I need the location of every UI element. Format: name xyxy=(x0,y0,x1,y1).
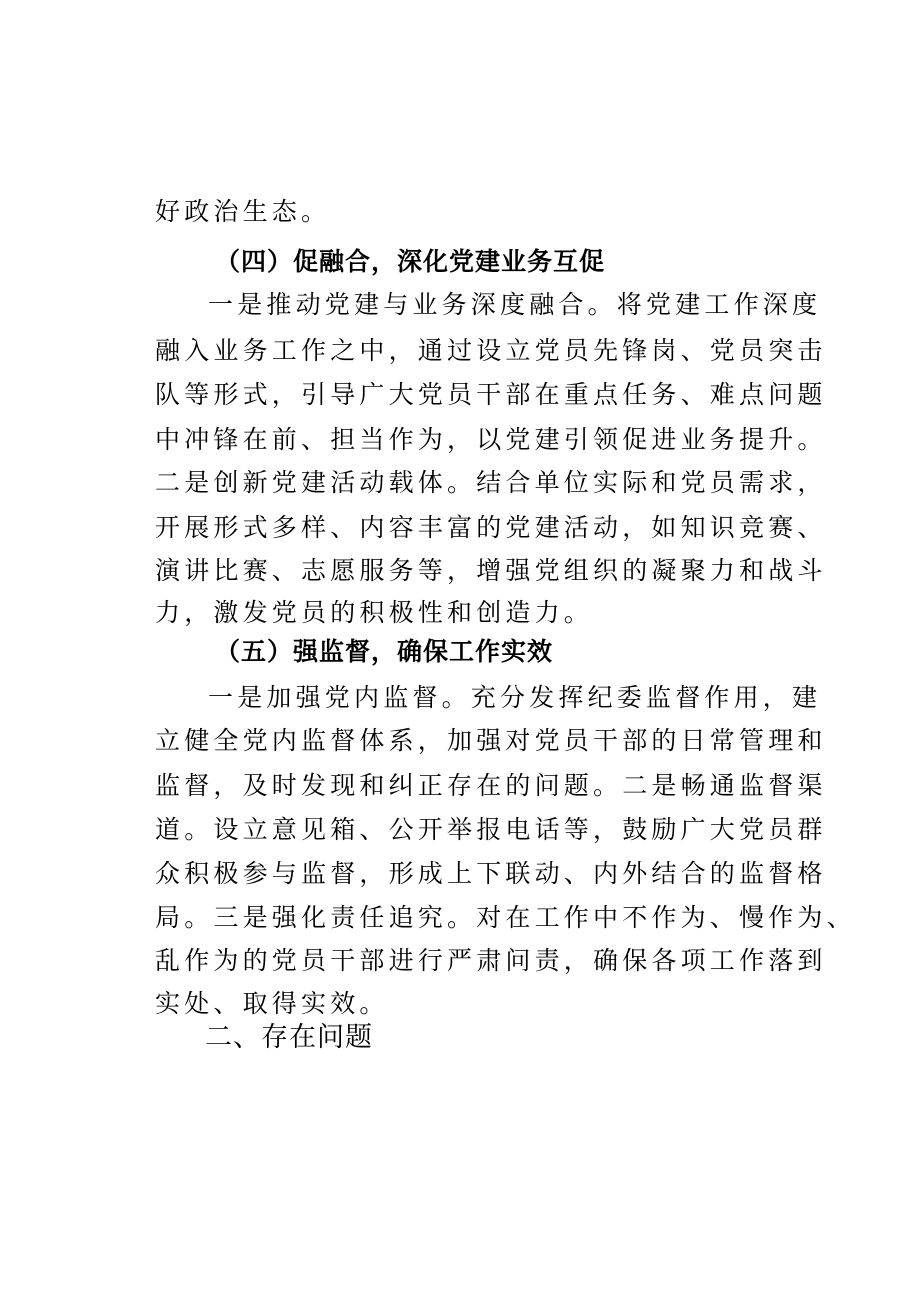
subsection-5-line-3: 监督，及时发现和纠正存在的问题。二是畅通监督渠 xyxy=(155,771,827,800)
subsection-4-line-8: 力，激发党员的积极性和创造力。 xyxy=(155,598,594,627)
subsection-5-line-8: 实处、取得实效。 xyxy=(155,989,389,1018)
subsection-5-line-6: 局。三是强化责任追究。对在工作中不作为、慢作为、 xyxy=(155,903,856,932)
subsection-5-line-2: 立健全党内监督体系，加强对党员干部的日常管理和 xyxy=(155,726,827,755)
paragraph-tail: 好政治生态。 xyxy=(155,197,331,226)
subsection-5-line-5: 众积极参与监督，形成上下联动、内外结合的监督格 xyxy=(155,859,827,888)
subsection-4-line-6: 开展形式多样、内容丰富的党建活动，如知识竞赛、 xyxy=(155,513,827,542)
subsection-4-line-4: 中冲锋在前、担当作为，以党建引领促进业务提升。 xyxy=(155,425,827,454)
subsection-4-line-5: 二是创新党建活动载体。结合单位实际和党员需求， xyxy=(155,468,827,497)
subsection-5-heading: （五）强监督，确保工作实效 xyxy=(215,637,554,666)
subsection-4-line-3: 队等形式，引导广大党员干部在重点任务、难点问题 xyxy=(155,380,827,409)
section-2-heading: 二、存在问题 xyxy=(205,1022,373,1053)
subsection-4-line-2: 融入业务工作之中，通过设立党员先锋岗、党员突击 xyxy=(155,336,827,365)
subsection-5-line-7: 乱作为的党员干部进行严肃问责，确保各项工作落到 xyxy=(155,946,827,975)
subsection-5-line-4: 道。设立意见箱、公开举报电话等，鼓励广大党员群 xyxy=(155,815,827,844)
subsection-4-heading: （四）促融合，深化党建业务互促 xyxy=(215,247,606,276)
subsection-4-line-1: 一是推动党建与业务深度融合。将党建工作深度 xyxy=(208,290,822,319)
subsection-4-line-7: 演讲比赛、志愿服务等，增强党组织的凝聚力和战斗 xyxy=(155,556,827,585)
subsection-5-line-1: 一是加强党内监督。充分发挥纪委监督作用，建 xyxy=(208,683,822,712)
